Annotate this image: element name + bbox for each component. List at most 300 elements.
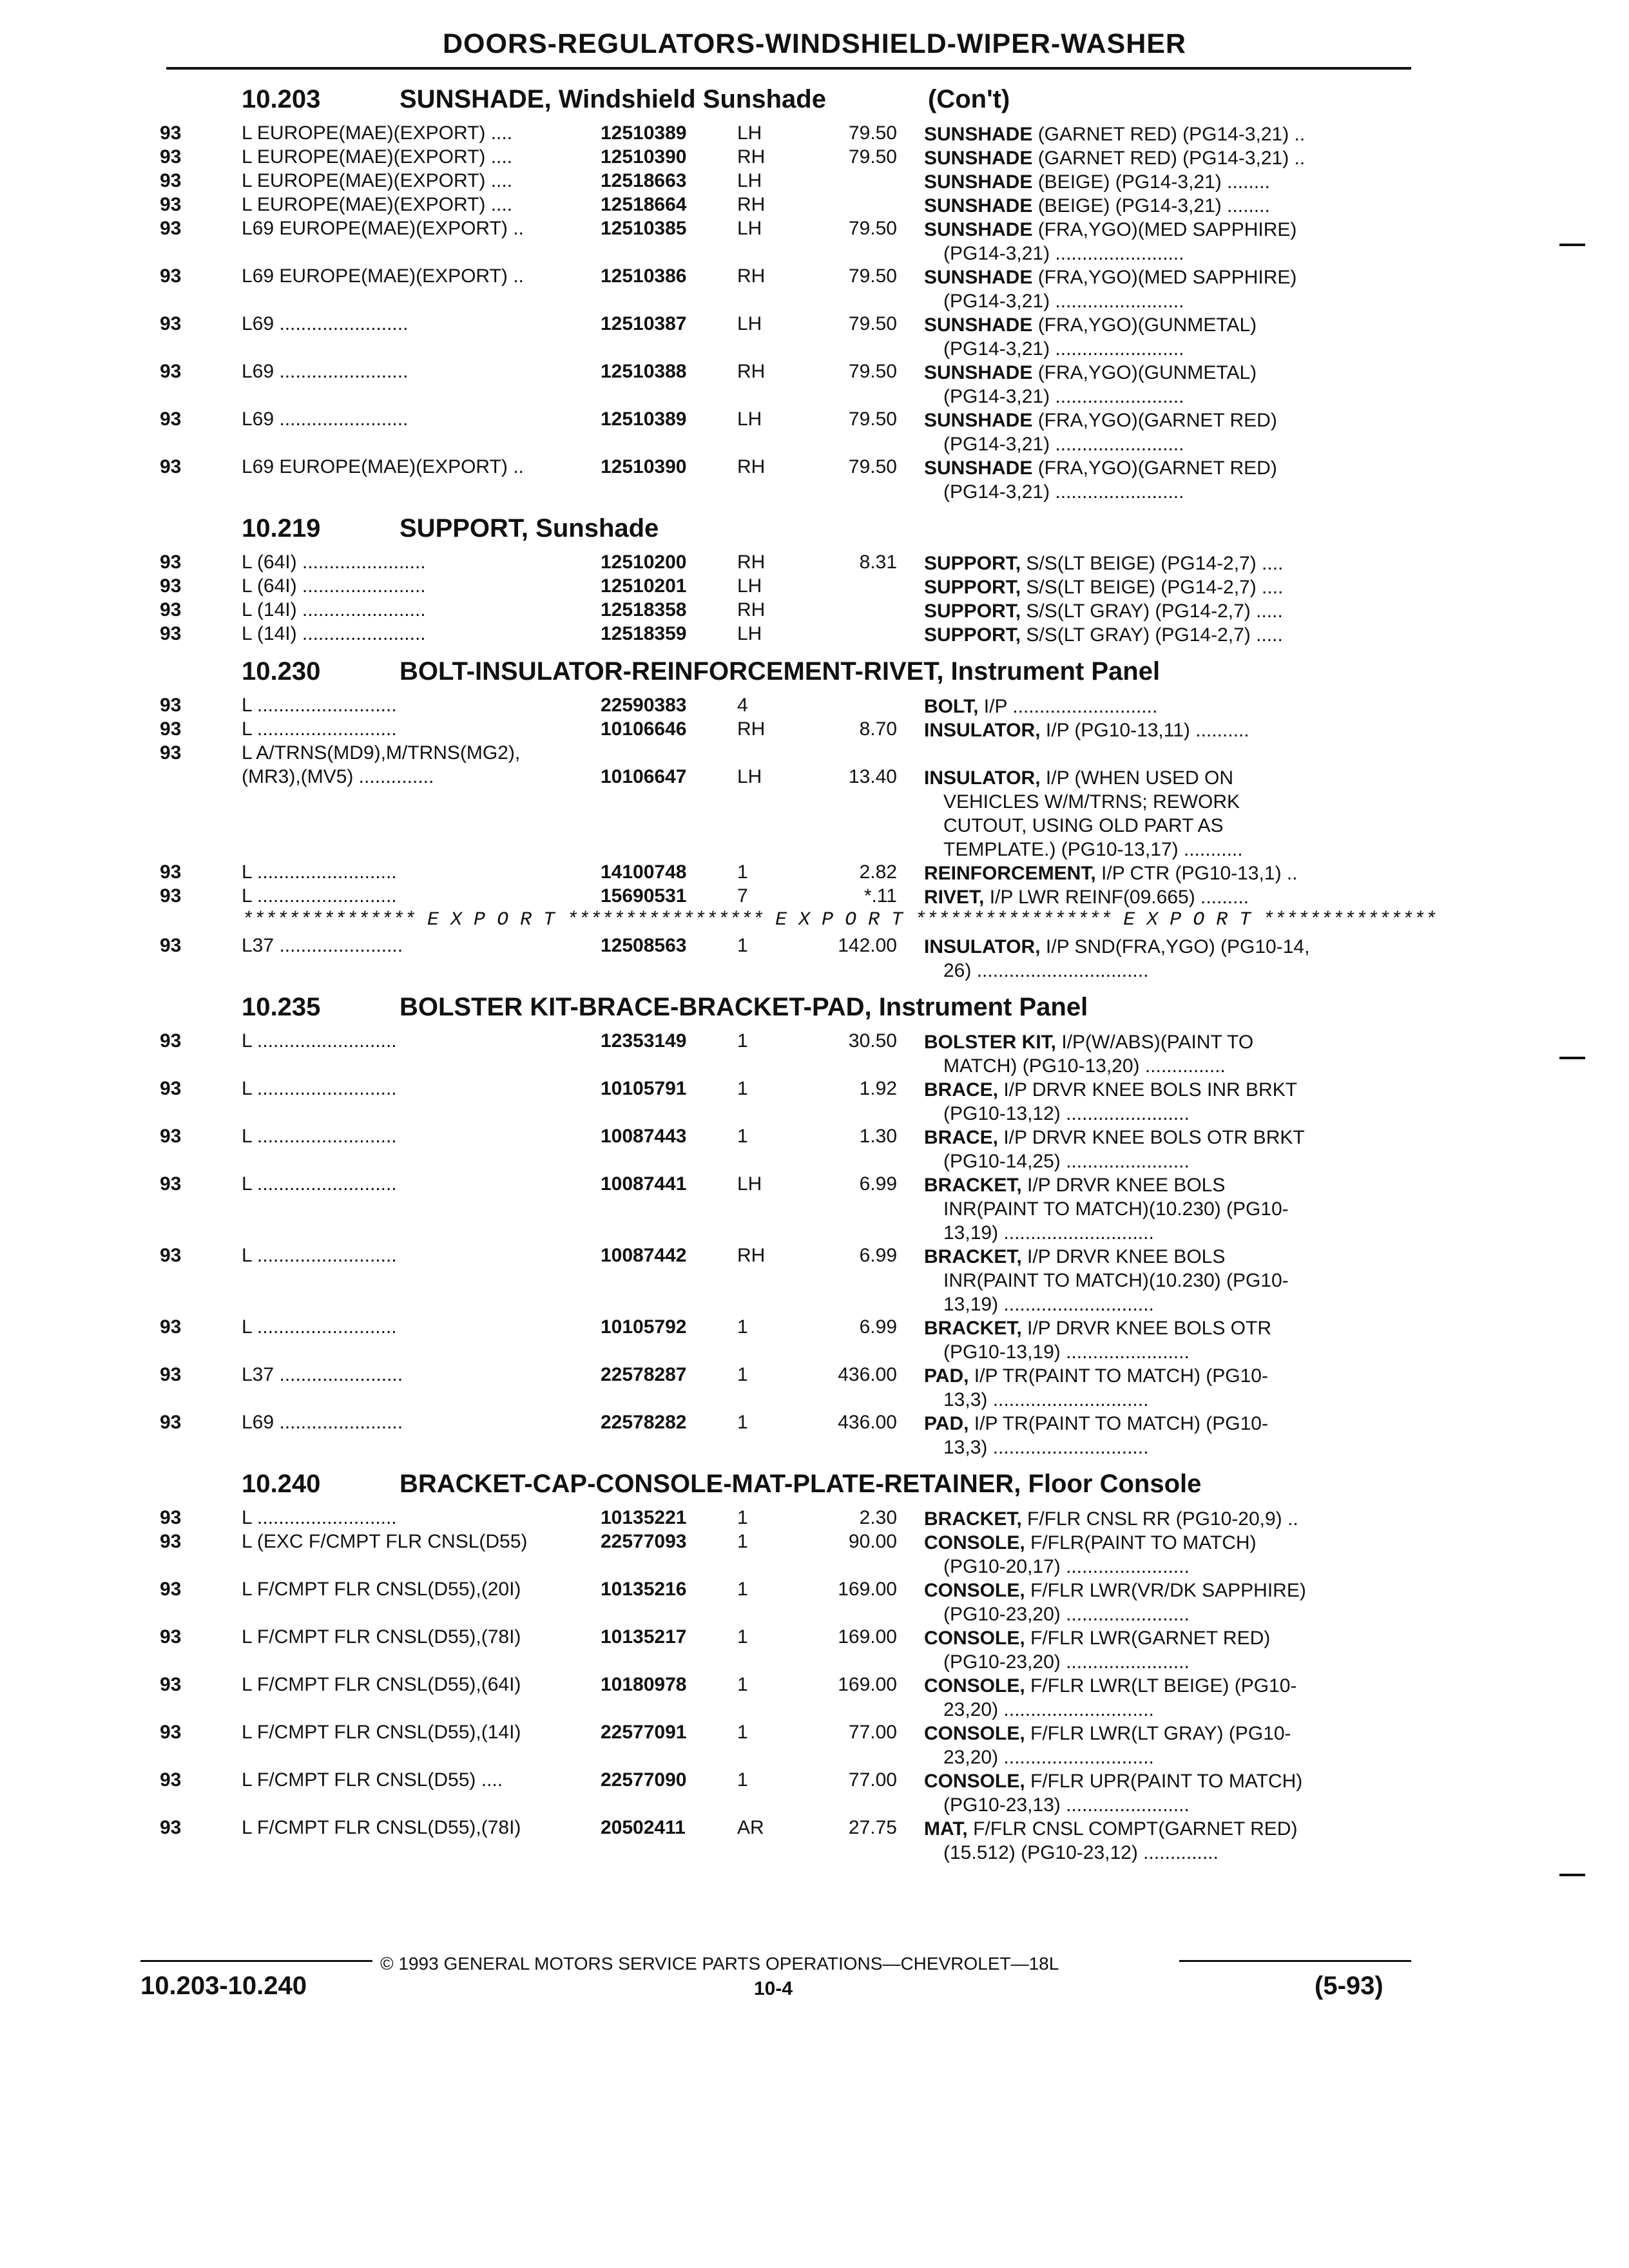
table-row xyxy=(0,361,1629,408)
price: 79.50 xyxy=(848,146,897,168)
quantity: LH xyxy=(737,623,762,644)
description-label: BRACKET, xyxy=(924,1175,1022,1196)
description-line xyxy=(924,265,1296,289)
description xyxy=(924,146,1305,170)
description-text: (FRA,YGO)(GUNMETAL) xyxy=(1032,314,1257,336)
description-label: SUPPORT, xyxy=(924,553,1021,574)
description xyxy=(924,766,1243,861)
table-row xyxy=(0,1626,1629,1674)
model-year: 93 xyxy=(160,122,182,144)
description-continuation: (PG10-13,12) ....................... xyxy=(943,1103,1190,1124)
description-continuation: CUTOUT, USING OLD PART AS xyxy=(943,815,1224,836)
description xyxy=(924,456,1277,504)
description-continuation: (PG10-13,19) ....................... xyxy=(943,1341,1190,1363)
table-row xyxy=(0,718,1629,742)
description-text: F/FLR UPR(PAINT TO MATCH) xyxy=(1025,1771,1303,1792)
table-row xyxy=(0,265,1629,313)
description-label: CONSOLE, xyxy=(924,1580,1025,1601)
description-text: I/P DRVR KNEE BOLS OTR xyxy=(1021,1318,1272,1339)
description-label: SUNSHADE xyxy=(924,314,1033,336)
description-label: SUNSHADE xyxy=(924,362,1033,383)
table-row xyxy=(0,935,1629,983)
price: 6.99 xyxy=(859,1173,897,1195)
model-year: 93 xyxy=(160,861,182,883)
description-text: S/S(LT GRAY) (PG14-2,7) ..... xyxy=(1021,624,1283,646)
part-number: 22577093 xyxy=(601,1531,687,1552)
description-line xyxy=(924,1722,1291,1745)
part-number: 12510200 xyxy=(601,552,687,573)
part-number: 22577090 xyxy=(601,1769,687,1791)
table-row xyxy=(0,599,1629,623)
application: L69 ........................ xyxy=(242,313,409,334)
quantity: 1 xyxy=(737,1722,748,1743)
quantity: 1 xyxy=(737,1531,748,1552)
section-title: BOLSTER KIT-BRACE-BRACKET-PAD, Instrument Panel xyxy=(400,993,1088,1021)
price: 77.00 xyxy=(848,1769,897,1791)
description-line xyxy=(924,1412,1268,1436)
description-continuation: 13,3) ............................. xyxy=(943,1437,1149,1458)
description-continuation: INR(PAINT TO MATCH)(10.230) (PG10- xyxy=(943,1198,1289,1220)
description-label: CONSOLE, xyxy=(924,1771,1025,1792)
footer-rule-right xyxy=(1179,1960,1411,1962)
description xyxy=(924,218,1296,265)
table-row xyxy=(0,766,1629,861)
section-heading xyxy=(0,651,1629,695)
table-row xyxy=(0,1507,1629,1531)
application: L EUROPE(MAE)(EXPORT) .... xyxy=(242,146,513,168)
description-label: MAT, xyxy=(924,1818,968,1840)
description-continuation: (PG10-23,20) ....................... xyxy=(943,1604,1190,1625)
model-year: 93 xyxy=(160,935,182,956)
description-label: SUPPORT, xyxy=(924,624,1021,646)
description xyxy=(924,1531,1257,1579)
quantity: 1 xyxy=(737,1316,748,1338)
description-text: F/FLR CNSL RR (PG10-20,9) .. xyxy=(1021,1508,1298,1530)
description-label: SUNSHADE xyxy=(924,219,1033,240)
table-row xyxy=(0,170,1629,194)
application: L .......................... xyxy=(242,1507,397,1528)
quantity: 7 xyxy=(737,885,748,907)
price: 13.40 xyxy=(848,766,897,787)
price: 1.92 xyxy=(859,1078,897,1099)
part-number: 12510388 xyxy=(601,361,687,382)
description-text: S/S(LT BEIGE) (PG14-2,7) .... xyxy=(1021,577,1284,598)
description-label: REINFORCEMENT, xyxy=(924,863,1096,884)
description-text: (GARNET RED) (PG14-3,21) .. xyxy=(1032,148,1306,169)
application: L F/CMPT FLR CNSL(D55),(14I) xyxy=(242,1722,521,1743)
quantity: LH xyxy=(737,408,762,430)
part-number: 12518664 xyxy=(601,194,687,215)
section-spacer xyxy=(0,1865,1629,1869)
table-row xyxy=(0,552,1629,575)
description-line xyxy=(924,861,1298,885)
application: L .......................... xyxy=(242,1245,397,1266)
description xyxy=(924,1817,1297,1865)
description-line xyxy=(924,575,1283,599)
part-number: 14100748 xyxy=(601,861,687,883)
part-number: 22590383 xyxy=(601,695,687,716)
price: 77.00 xyxy=(848,1722,897,1743)
quantity: LH xyxy=(737,313,762,334)
part-number: 10106646 xyxy=(601,718,687,740)
description-continuation: (PG14-3,21) ........................ xyxy=(943,481,1184,503)
description-line xyxy=(924,935,1309,959)
description-text: I/P CTR (PG10-13,1) .. xyxy=(1095,863,1298,884)
price: 169.00 xyxy=(838,1626,897,1648)
model-year: 93 xyxy=(160,1078,182,1099)
model-year: 93 xyxy=(160,1507,182,1528)
description-continuation: 13,19) ............................ xyxy=(943,1222,1154,1244)
model-year: 93 xyxy=(160,361,182,382)
description-continuation: (PG10-23,20) ....................... xyxy=(943,1651,1190,1673)
application: L A/TRNS(MD9),M/TRNS(MG2), xyxy=(242,742,521,764)
description xyxy=(924,194,1270,218)
description-label: CONSOLE, xyxy=(924,1723,1025,1744)
description-label: SUNSHADE xyxy=(924,148,1033,169)
application: L .......................... xyxy=(242,1126,397,1147)
application: L F/CMPT FLR CNSL(D55),(64I) xyxy=(242,1674,521,1695)
table-row xyxy=(0,623,1629,647)
description-label: BRACKET, xyxy=(924,1318,1022,1339)
table-row xyxy=(0,1078,1629,1126)
description-line xyxy=(924,885,1249,909)
description-line xyxy=(924,408,1277,432)
footer-copyright: © 1993 GENERAL MOTORS SERVICE PARTS OPERATIONS—CHEVROLET—18L xyxy=(380,1954,1059,1974)
description-continuation: TEMPLATE.) (PG10-13,17) ........... xyxy=(943,839,1243,860)
price: 79.50 xyxy=(848,456,897,477)
model-year: 93 xyxy=(160,1245,182,1266)
description-text: F/FLR LWR(LT GRAY) (PG10- xyxy=(1025,1723,1291,1744)
quantity: LH xyxy=(737,218,762,239)
description-continuation: (PG10-20,17) ....................... xyxy=(943,1556,1190,1577)
description-continuation: (PG14-3,21) ........................ xyxy=(943,434,1184,455)
description-label: PAD, xyxy=(924,1413,969,1434)
margin-mark xyxy=(1559,244,1585,246)
quantity: 1 xyxy=(737,935,748,956)
price: 79.50 xyxy=(848,265,897,287)
export-divider-text: *************** E X P O R T ***************** E X P O R T ***************** E X P O R T *************** xyxy=(242,909,1437,931)
description-label: SUNSHADE xyxy=(924,410,1033,431)
description-text: S/S(LT GRAY) (PG14-2,7) ..... xyxy=(1021,601,1283,622)
description-text: F/FLR LWR(GARNET RED) xyxy=(1025,1628,1271,1649)
description-line xyxy=(924,313,1257,337)
description-line xyxy=(924,1245,1289,1269)
quantity: 4 xyxy=(737,695,748,716)
quantity: LH xyxy=(737,122,762,144)
description-line xyxy=(924,718,1249,742)
footer-rule-left xyxy=(140,1960,372,1962)
part-number: 12510387 xyxy=(601,313,687,334)
description-label: INSULATOR, xyxy=(924,936,1041,957)
section-number: 10.230 xyxy=(242,657,321,686)
description-text: (FRA,YGO)(GUNMETAL) xyxy=(1032,362,1257,383)
price: 6.99 xyxy=(859,1316,897,1338)
description-label: BRACE, xyxy=(924,1127,999,1148)
description-line xyxy=(924,1316,1271,1340)
quantity: 1 xyxy=(737,1674,748,1695)
description-line xyxy=(924,1030,1253,1054)
description-label: INSULATOR, xyxy=(924,767,1041,789)
model-year: 93 xyxy=(160,885,182,907)
description-text: I/P DRVR KNEE BOLS INR BRKT xyxy=(998,1079,1298,1100)
quantity: 1 xyxy=(737,1126,748,1147)
quantity: LH xyxy=(737,170,762,191)
application: L .......................... xyxy=(242,1078,397,1099)
price: 169.00 xyxy=(838,1579,897,1600)
part-number: 12353149 xyxy=(601,1030,687,1052)
part-number: 12510201 xyxy=(601,575,687,597)
quantity: 1 xyxy=(737,1412,748,1433)
description-continuation: (PG14-3,21) ........................ xyxy=(943,386,1184,407)
part-number: 12510389 xyxy=(601,408,687,430)
description-text: S/S(LT BEIGE) (PG14-2,7) .... xyxy=(1021,553,1284,574)
model-year: 93 xyxy=(160,1126,182,1147)
description-text: I/P LWR REINF(09.665) ......... xyxy=(984,887,1249,908)
section-title: BOLT-INSULATOR-REINFORCEMENT-RIVET, Instrument Panel xyxy=(400,657,1161,686)
description-text: F/FLR CNSL COMPT(GARNET RED) xyxy=(967,1818,1298,1840)
application: L (64I) ....................... xyxy=(242,575,426,597)
application: L37 ....................... xyxy=(242,1364,403,1385)
description-text: (FRA,YGO)(GARNET RED) xyxy=(1032,410,1277,431)
price: 8.31 xyxy=(859,552,897,573)
description-label: RIVET, xyxy=(924,887,985,908)
table-row xyxy=(0,218,1629,265)
description-continuation: VEHICLES W/M/TRNS; REWORK xyxy=(943,791,1240,812)
part-number: 12510390 xyxy=(601,146,687,168)
part-number: 12510386 xyxy=(601,265,687,287)
quantity: 1 xyxy=(737,1364,748,1385)
part-number: 12510389 xyxy=(601,122,687,144)
model-year: 93 xyxy=(160,265,182,287)
description-line xyxy=(924,194,1270,218)
application: L .......................... xyxy=(242,861,397,883)
description-text: (BEIGE) (PG14-3,21) ........ xyxy=(1032,171,1270,193)
description-line xyxy=(924,599,1283,623)
description xyxy=(924,1173,1289,1245)
price: 1.30 xyxy=(859,1126,897,1147)
application: L69 ........................ xyxy=(242,361,409,382)
description-text: F/FLR LWR(LT BEIGE) (PG10- xyxy=(1025,1675,1297,1696)
description-text: I/P DRVR KNEE BOLS xyxy=(1021,1246,1226,1267)
price: 8.70 xyxy=(859,718,897,740)
table-row xyxy=(0,885,1629,909)
description-label: INSULATOR, xyxy=(924,720,1041,741)
description-text: I/P SND(FRA,YGO) (PG10-14, xyxy=(1040,936,1310,957)
table-row xyxy=(0,146,1629,170)
description-text: (FRA,YGO)(GARNET RED) xyxy=(1032,457,1277,479)
section-heading xyxy=(0,508,1629,552)
description-text: I/P DRVR KNEE BOLS xyxy=(1021,1175,1226,1196)
table-row xyxy=(0,861,1629,885)
part-number: 12508563 xyxy=(601,935,687,956)
description-text: F/FLR(PAINT TO MATCH) xyxy=(1025,1532,1257,1553)
application: L F/CMPT FLR CNSL(D55),(78I) xyxy=(242,1626,521,1648)
description xyxy=(924,1030,1253,1078)
part-number: 10135217 xyxy=(601,1626,687,1648)
description-label: SUNSHADE xyxy=(924,171,1033,193)
model-year: 93 xyxy=(160,1030,182,1052)
model-year: 93 xyxy=(160,170,182,191)
application: L .......................... xyxy=(242,695,397,716)
description-line xyxy=(924,695,1157,718)
description-continuation: (PG14-3,21) ........................ xyxy=(943,243,1184,264)
application: L F/CMPT FLR CNSL(D55) .... xyxy=(242,1769,503,1791)
description xyxy=(924,1722,1291,1769)
application: L69 ....................... xyxy=(242,1412,403,1433)
price: 79.50 xyxy=(848,361,897,382)
application: L37 ....................... xyxy=(242,935,403,956)
table-row xyxy=(0,1030,1629,1078)
model-year: 93 xyxy=(160,456,182,477)
model-year: 93 xyxy=(160,552,182,573)
description-text: (FRA,YGO)(MED SAPPHIRE) xyxy=(1032,267,1297,288)
quantity: 1 xyxy=(737,1769,748,1791)
description-label: SUPPORT, xyxy=(924,601,1021,622)
quantity: RH xyxy=(737,265,766,287)
description xyxy=(924,313,1257,361)
description-line xyxy=(924,218,1296,242)
description-text: (GARNET RED) (PG14-3,21) .. xyxy=(1032,124,1306,145)
application: L F/CMPT FLR CNSL(D55),(20I) xyxy=(242,1579,521,1600)
part-number: 22578287 xyxy=(601,1364,687,1385)
description-label: CONSOLE, xyxy=(924,1628,1025,1649)
quantity: LH xyxy=(737,1173,762,1195)
table-row xyxy=(0,1769,1629,1817)
continued-label: (Con't) xyxy=(928,85,1010,113)
description xyxy=(924,935,1309,983)
description xyxy=(924,885,1249,909)
quantity: RH xyxy=(737,718,766,740)
application: L69 EUROPE(MAE)(EXPORT) .. xyxy=(242,265,524,287)
price: 30.50 xyxy=(848,1030,897,1052)
application: L69 EUROPE(MAE)(EXPORT) .. xyxy=(242,218,524,239)
quantity: 1 xyxy=(737,861,748,883)
application: L69 ........................ xyxy=(242,408,409,430)
description-line xyxy=(924,766,1243,790)
quantity: 1 xyxy=(737,1626,748,1648)
part-number: 22577091 xyxy=(601,1722,687,1743)
section-number: 10.240 xyxy=(242,1470,321,1498)
table-row xyxy=(0,1722,1629,1769)
model-year: 93 xyxy=(160,718,182,740)
table-row xyxy=(0,742,1629,766)
model-year: 93 xyxy=(160,742,182,764)
description xyxy=(924,1245,1289,1316)
table-row xyxy=(0,408,1629,456)
model-year: 93 xyxy=(160,1316,182,1338)
description-continuation: (PG14-3,21) ........................ xyxy=(943,338,1184,360)
table-row xyxy=(0,1364,1629,1412)
description xyxy=(924,1078,1297,1126)
part-number: 12518359 xyxy=(601,623,687,644)
model-year: 93 xyxy=(160,146,182,168)
margin-mark xyxy=(1559,1874,1585,1876)
price: *.11 xyxy=(863,885,897,907)
application: L (EXC F/CMPT FLR CNSL(D55) xyxy=(242,1531,528,1552)
part-number: 10105792 xyxy=(601,1316,687,1338)
part-number: 12510385 xyxy=(601,218,687,239)
description xyxy=(924,1126,1305,1173)
model-year: 93 xyxy=(160,599,182,620)
part-number: 10087441 xyxy=(601,1173,687,1195)
model-year: 93 xyxy=(160,218,182,239)
part-number: 10087443 xyxy=(601,1126,687,1147)
description-continuation: (15.512) (PG10-23,12) .............. xyxy=(943,1842,1219,1863)
quantity: AR xyxy=(737,1817,764,1838)
description-line xyxy=(924,1364,1268,1388)
quantity: 1 xyxy=(737,1507,748,1528)
description-continuation: MATCH) (PG10-13,20) ............... xyxy=(943,1055,1226,1077)
part-number: 12510390 xyxy=(601,456,687,477)
header-rule xyxy=(166,67,1411,70)
description-line xyxy=(924,1769,1302,1793)
description-line xyxy=(924,1507,1298,1531)
part-number: 10180978 xyxy=(601,1674,687,1695)
description xyxy=(924,1412,1268,1459)
description-label: PAD, xyxy=(924,1365,969,1387)
description-text: I/P(W/ABS)(PAINT TO xyxy=(1056,1032,1254,1053)
running-head: DOORS-REGULATORS-WINDSHIELD-WIPER-WASHER xyxy=(443,28,1186,59)
quantity: 1 xyxy=(737,1030,748,1052)
application: L EUROPE(MAE)(EXPORT) .... xyxy=(242,122,513,144)
description xyxy=(924,861,1298,885)
description-text: I/P ........................... xyxy=(978,696,1158,717)
footer-section-range: 10.203-10.240 xyxy=(140,1972,307,2000)
part-number: 22578282 xyxy=(601,1412,687,1433)
description-label: BOLSTER KIT, xyxy=(924,1032,1057,1053)
description xyxy=(924,718,1249,742)
description-continuation: 13,3) ............................. xyxy=(943,1389,1149,1410)
description-label: SUNSHADE xyxy=(924,195,1033,216)
description-line xyxy=(924,170,1270,194)
price: 2.30 xyxy=(859,1507,897,1528)
section-heading xyxy=(0,986,1629,1030)
description xyxy=(924,599,1283,623)
footer-page-number: 10-4 xyxy=(754,1978,793,1999)
application: L F/CMPT FLR CNSL(D55),(78I) xyxy=(242,1817,521,1838)
description xyxy=(924,361,1257,408)
description-continuation: INR(PAINT TO MATCH)(10.230) (PG10- xyxy=(943,1270,1289,1291)
description-text: I/P (PG10-13,11) .......... xyxy=(1040,720,1249,741)
model-year: 93 xyxy=(160,623,182,644)
description xyxy=(924,575,1283,599)
model-year: 93 xyxy=(160,1579,182,1600)
price: 169.00 xyxy=(838,1674,897,1695)
description-text: I/P TR(PAINT TO MATCH) (PG10- xyxy=(969,1413,1268,1434)
model-year: 93 xyxy=(160,1817,182,1838)
description-line xyxy=(924,146,1305,170)
margin-mark xyxy=(1559,1057,1585,1059)
quantity: 1 xyxy=(737,1579,748,1600)
description-line xyxy=(924,361,1257,385)
footer-date: (5-93) xyxy=(1315,1972,1383,2000)
description-continuation: (PG14-3,21) ........................ xyxy=(943,291,1184,312)
price: 79.50 xyxy=(848,218,897,239)
quantity: RH xyxy=(737,456,766,477)
description xyxy=(924,695,1157,718)
table-row xyxy=(0,456,1629,504)
section-number: 10.219 xyxy=(242,514,321,543)
description-line xyxy=(924,122,1305,146)
application: L EUROPE(MAE)(EXPORT) .... xyxy=(242,170,513,191)
price: 27.75 xyxy=(848,1817,897,1838)
model-year: 93 xyxy=(160,1364,182,1385)
section-title: SUPPORT, Sunshade xyxy=(400,514,659,543)
description-label: BRACE, xyxy=(924,1079,999,1100)
application: L .......................... xyxy=(242,1030,397,1052)
application: L (14I) ....................... xyxy=(242,599,426,620)
model-year: 93 xyxy=(160,1412,182,1433)
